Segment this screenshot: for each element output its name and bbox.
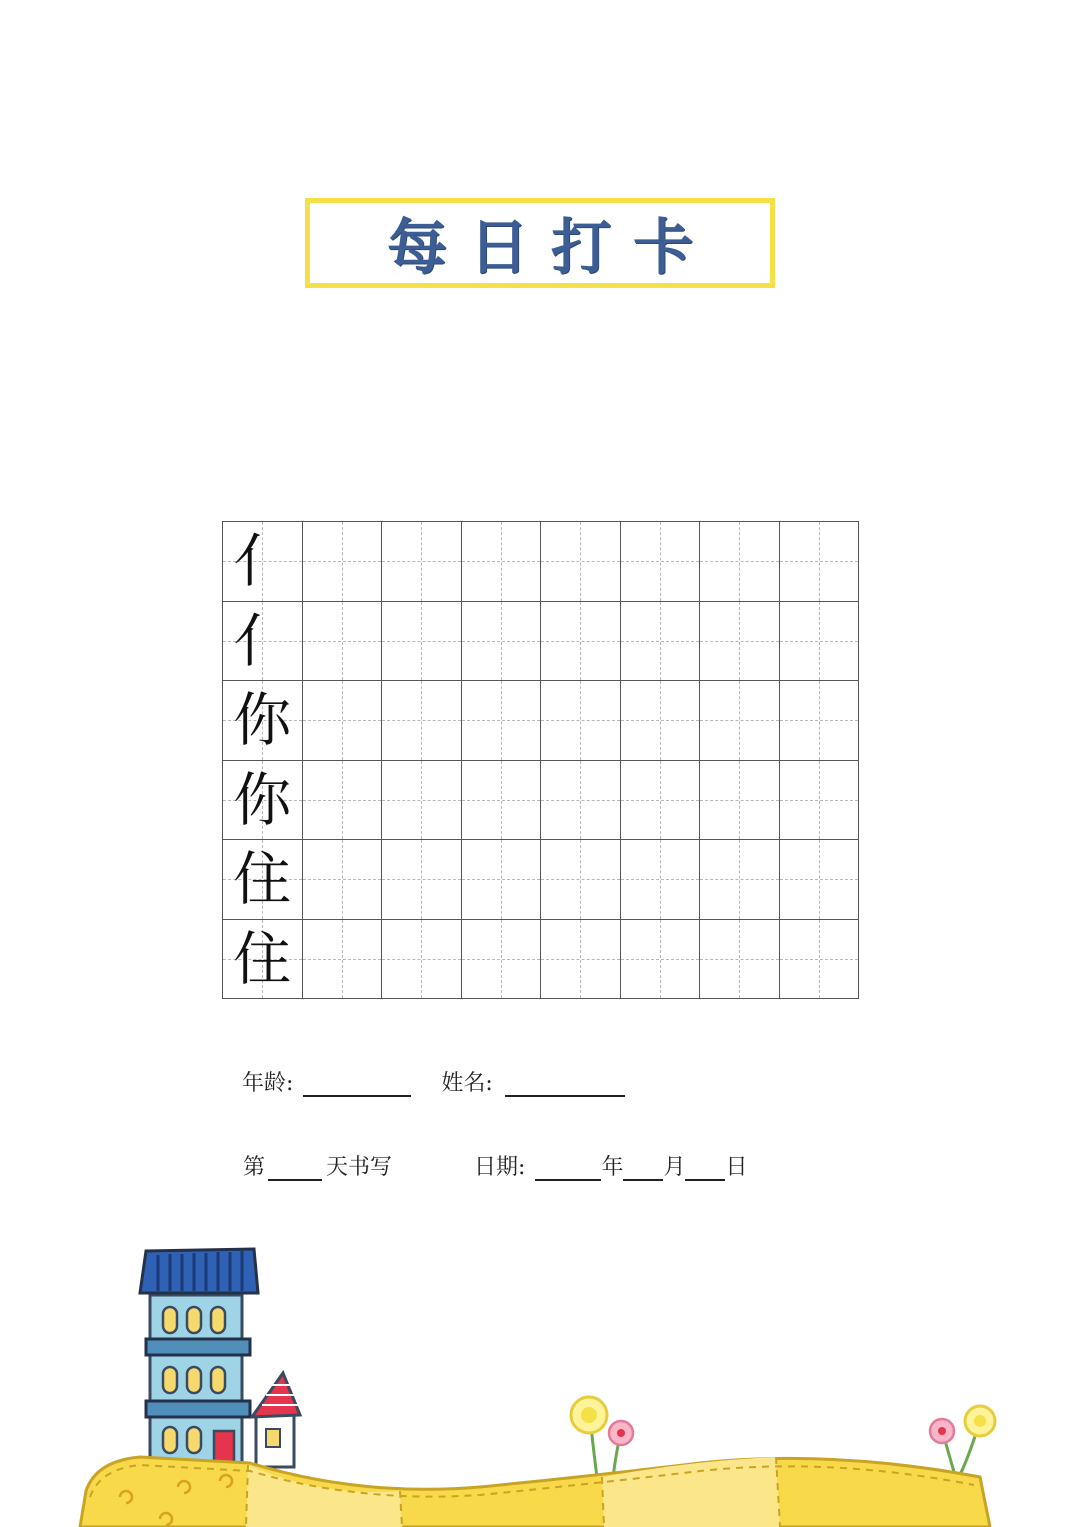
practice-cell[interactable] <box>303 522 383 602</box>
practice-cell[interactable] <box>780 761 860 841</box>
hill-icon <box>80 1457 990 1527</box>
example-cell <box>223 602 303 682</box>
practice-cell[interactable] <box>462 761 542 841</box>
name-field[interactable] <box>505 1071 625 1097</box>
year-field[interactable] <box>535 1155 601 1181</box>
practice-cell[interactable] <box>462 920 542 1000</box>
practice-cell[interactable] <box>700 761 780 841</box>
name-label: 姓名: <box>441 1071 493 1096</box>
day-suffix-label: 天书写 <box>326 1155 393 1180</box>
example-character: 你 <box>233 686 292 755</box>
example-character: 亻 <box>233 606 292 675</box>
example-cell <box>223 522 303 602</box>
date-label: 日期: <box>474 1155 526 1180</box>
practice-cell[interactable] <box>541 602 621 682</box>
practice-cell[interactable] <box>303 761 383 841</box>
practice-cell[interactable] <box>541 522 621 602</box>
month-field[interactable] <box>623 1155 663 1181</box>
age-name-row <box>242 1066 625 1097</box>
practice-cell[interactable] <box>462 602 542 682</box>
example-cell <box>223 681 303 761</box>
practice-cell[interactable] <box>621 920 701 1000</box>
practice-cell[interactable] <box>541 840 621 920</box>
practice-cell[interactable] <box>700 920 780 1000</box>
month-label: 月 <box>663 1155 686 1180</box>
practice-cell[interactable] <box>382 602 462 682</box>
practice-cell[interactable] <box>780 681 860 761</box>
practice-cell[interactable] <box>621 840 701 920</box>
example-cell <box>223 920 303 1000</box>
practice-grid <box>222 521 859 999</box>
day-date-row <box>243 1150 748 1181</box>
practice-cell[interactable] <box>621 522 701 602</box>
practice-cell[interactable] <box>382 681 462 761</box>
practice-cell[interactable] <box>700 602 780 682</box>
page-title: 每日打卡 <box>387 213 715 283</box>
small-house-icon <box>252 1373 300 1467</box>
practice-cell[interactable] <box>621 602 701 682</box>
tall-house-icon <box>140 1249 258 1465</box>
practice-cell[interactable] <box>541 920 621 1000</box>
age-field[interactable] <box>303 1071 411 1097</box>
practice-cell[interactable] <box>303 681 383 761</box>
example-cell <box>223 840 303 920</box>
practice-cell[interactable] <box>541 681 621 761</box>
day-label: 日 <box>725 1155 748 1180</box>
practice-cell[interactable] <box>382 761 462 841</box>
practice-cell[interactable] <box>780 522 860 602</box>
day-prefix-label: 第 <box>243 1155 266 1180</box>
practice-cell[interactable] <box>462 522 542 602</box>
example-character: 住 <box>233 845 292 914</box>
practice-cell[interactable] <box>303 602 383 682</box>
example-character: 亻 <box>233 527 292 596</box>
practice-cell[interactable] <box>382 920 462 1000</box>
practice-cell[interactable] <box>700 840 780 920</box>
practice-cell[interactable] <box>780 602 860 682</box>
practice-cell[interactable] <box>700 681 780 761</box>
day-field[interactable] <box>685 1155 725 1181</box>
example-cell <box>223 761 303 841</box>
cartoon-scene <box>0 1235 1080 1527</box>
practice-cell[interactable] <box>621 681 701 761</box>
practice-cell[interactable] <box>303 920 383 1000</box>
practice-cell[interactable] <box>462 840 542 920</box>
practice-cell[interactable] <box>541 761 621 841</box>
practice-cell[interactable] <box>780 840 860 920</box>
practice-cell[interactable] <box>382 522 462 602</box>
practice-cell[interactable] <box>780 920 860 1000</box>
title-banner <box>305 198 775 288</box>
practice-cell[interactable] <box>303 840 383 920</box>
practice-cell[interactable] <box>700 522 780 602</box>
practice-cell[interactable] <box>382 840 462 920</box>
day-count-field[interactable] <box>268 1155 322 1181</box>
example-character: 住 <box>233 924 292 993</box>
practice-cell[interactable] <box>462 681 542 761</box>
practice-cell[interactable] <box>621 761 701 841</box>
example-character: 你 <box>233 765 292 834</box>
age-label: 年龄: <box>242 1071 294 1096</box>
year-label: 年 <box>601 1155 624 1180</box>
